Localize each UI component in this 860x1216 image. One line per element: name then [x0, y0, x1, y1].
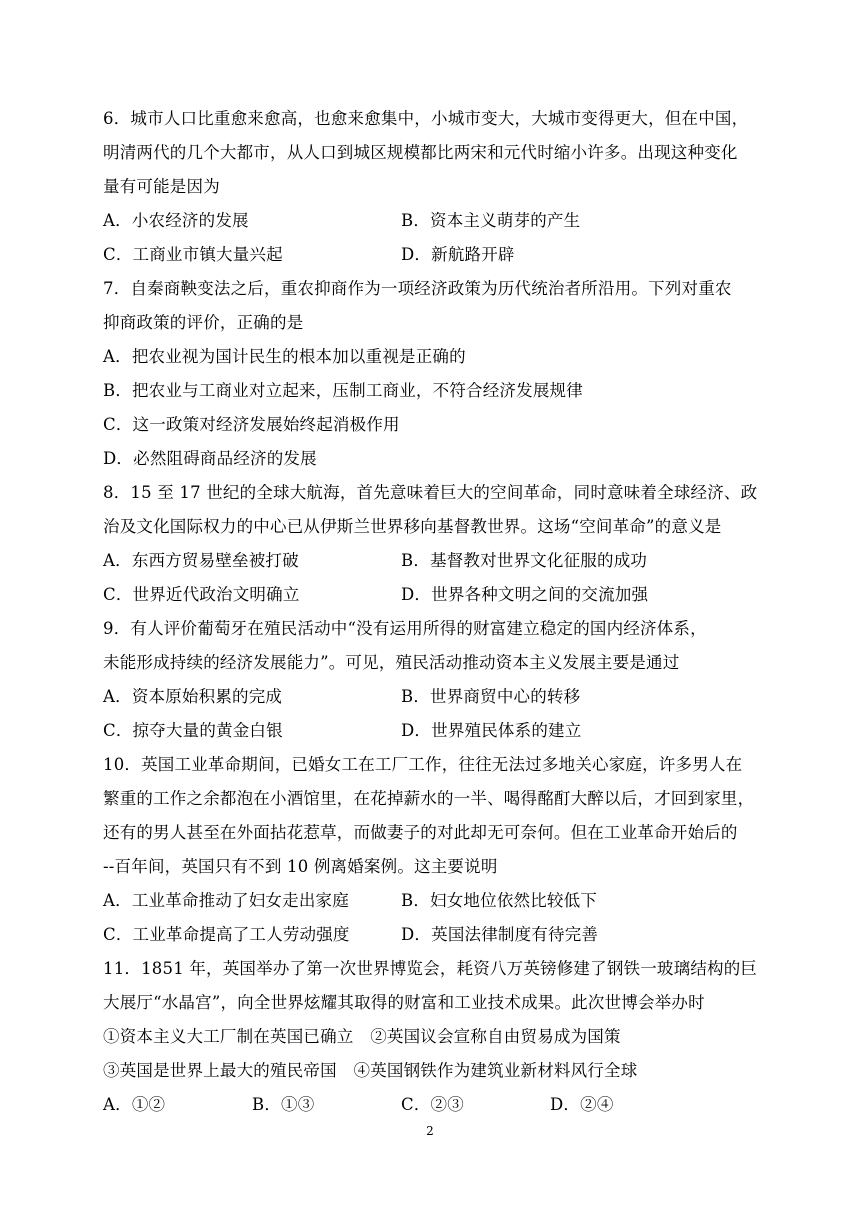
- question-stem-line: 还有的男人甚至在外面拈花惹草，而做妻子的对此却无可奈何。但在工业革命开始后的: [103, 823, 738, 842]
- option-row: [103, 204, 775, 238]
- option-c: C．工商业市镇大量兴起: [103, 245, 283, 264]
- option-a: A．东西方贸易壁垒被打破: [103, 551, 299, 570]
- question-6: [103, 102, 775, 272]
- option-c: C．掠夺大量的黄金白银: [103, 721, 283, 740]
- option-a: A．把农业视为国计民生的根本加以重视是正确的: [103, 347, 466, 366]
- option-d: D．英国法律制度有待完善: [401, 925, 599, 944]
- option-row: [103, 918, 775, 952]
- statement-line: ③英国是世界上最大的殖民帝国 ④英国钢铁作为建筑业新材料风行全球: [103, 1061, 638, 1080]
- question-list: [103, 102, 775, 1122]
- option-a: A．小农经济的发展: [103, 211, 249, 230]
- option-d: D．世界殖民体系的建立: [401, 721, 582, 740]
- page-number: 2: [426, 1124, 434, 1138]
- option-d: D．②④: [550, 1095, 614, 1114]
- question-stem-line: 繁重的工作之余都泡在小酒馆里，在花掉薪水的一半、喝得酩酊大醉以后，才回到家里，: [103, 789, 755, 808]
- option-b: B．①③: [252, 1095, 315, 1114]
- option-a: A．资本原始积累的完成: [103, 687, 283, 706]
- question-7: [103, 272, 775, 476]
- option-c: C．世界近代政治文明确立: [103, 585, 300, 604]
- question-stem-line: --百年间，英国只有不到 10 例离婚案例。这主要说明: [103, 857, 498, 876]
- option-row: [103, 238, 775, 272]
- option-c: C．②③: [401, 1095, 464, 1114]
- option-a: A．工业革命推动了妇女走出家庭: [103, 891, 349, 910]
- question-stem-line: 明清两代的几个大都市，从人口到城区规模都比两宋和元代时缩小许多。出现这种变化: [103, 143, 738, 162]
- option-c: C．这一政策对经济发展始终起消极作用: [103, 415, 400, 434]
- option-row: [103, 884, 775, 918]
- question-9: [103, 612, 775, 748]
- option-b: B．基督教对世界文化征服的成功: [401, 551, 648, 570]
- option-row: [103, 714, 775, 748]
- question-stem-line: 大展厅“水晶宫”，向全世界炫耀其取得的财富和工业技术成果。此次世博会举办时: [103, 993, 705, 1012]
- question-stem-line: 治及文化国际权力的中心已从伊斯兰世界移向基督教世界。这场“空间革命”的意义是: [103, 517, 722, 536]
- question-stem-line: 9．有人评价葡萄牙在殖民活动中“没有运用所得的财富建立稳定的国内经济体系，: [103, 619, 707, 638]
- question-8: [103, 476, 775, 612]
- option-b: B．把农业与工商业对立起来，压制工商业，不符合经济发展规律: [103, 381, 583, 400]
- question-stem-line: 7．自秦商鞅变法之后，重农抑商作为一项经济政策为历代统治者所沿用。下列对重农: [103, 279, 732, 298]
- option-b: B．妇女地位依然比较低下: [401, 891, 598, 910]
- option-row: [103, 578, 775, 612]
- option-d: D．世界各种文明之间的交流加强: [401, 585, 649, 604]
- question-10: [103, 748, 775, 952]
- question-stem-line: 8．15 至 17 世纪的全球大航海，首先意味着巨大的空间革命，同时意味着全球经济、政: [103, 483, 758, 502]
- option-row: [103, 680, 775, 714]
- question-stem-line: 11．1851 年，英国举办了第一次世界博览会，耗资八万英镑修建了钢铁一玻璃结构的巨: [103, 959, 758, 978]
- option-b: B．世界商贸中心的转移: [401, 687, 581, 706]
- question-11: [103, 952, 775, 1122]
- question-stem-line: 未能形成持续的经济发展能力”。可见，殖民活动推动资本主义发展主要是通过: [103, 653, 680, 672]
- question-stem-line: 量有可能是因为: [103, 177, 220, 196]
- question-stem-line: 6．城市人口比重愈来愈高，也愈来愈集中，小城市变大，大城市变得更大，但在中国，: [103, 109, 749, 128]
- question-stem-line: 10．英国工业革命期间，已婚女工在工厂工作，往往无法过多地关心家庭，许多男人在: [103, 755, 743, 774]
- option-d: D．必然阻碍商品经济的发展: [103, 449, 317, 468]
- option-c: C．工业革命提高了工人劳动强度: [103, 925, 350, 944]
- option-row: [103, 1088, 775, 1122]
- question-stem-line: 抑商政策的评价，正确的是: [103, 313, 304, 332]
- option-a: A．①②: [103, 1095, 166, 1114]
- option-row: [103, 544, 775, 578]
- statement-line: ①资本主义大工厂制在英国已确立 ②英国议会宣称自由贸易成为国策: [103, 1027, 621, 1046]
- option-d: D．新航路开辟: [401, 245, 515, 264]
- option-b: B．资本主义萌芽的产生: [401, 211, 581, 230]
